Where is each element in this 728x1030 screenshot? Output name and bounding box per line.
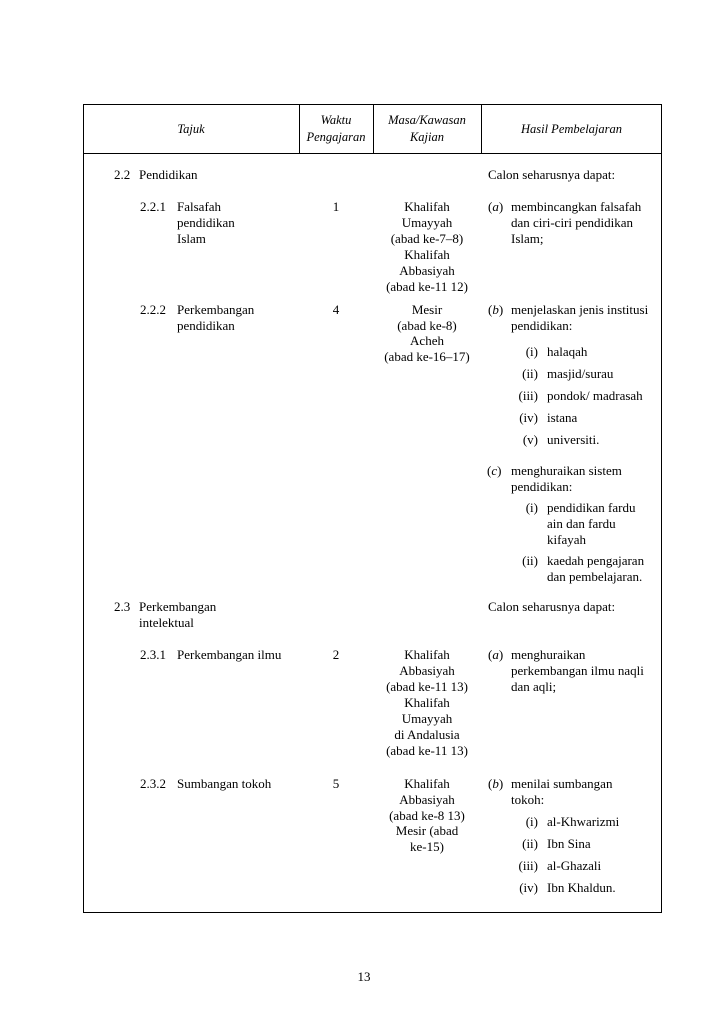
outcome-text: pendidikan: (511, 479, 573, 494)
list-item: dan pembelajaran. (547, 569, 643, 584)
list-number: (v) (522, 432, 538, 447)
list-number: (iii) (518, 388, 538, 403)
outcome-marker: (a) (488, 199, 504, 214)
section-number: 2.2 (114, 167, 131, 182)
header-masa: Masa/Kawasan (388, 113, 466, 127)
masa-line: Umayyah (401, 711, 453, 726)
masa-line: Khalifah (404, 199, 450, 214)
masa-line: Abbasiyah (399, 792, 455, 807)
list-number: (i) (525, 500, 538, 515)
list-item: halaqah (547, 344, 588, 359)
masa-line: Acheh (410, 333, 444, 348)
list-item: al-Khwarizmi (547, 814, 620, 829)
masa-line: Umayyah (401, 215, 453, 230)
outcome-text: dan ciri-ciri pendidikan (511, 215, 634, 230)
masa-line: (abad ke-11 13) (386, 679, 468, 694)
masa-line: Khalifah (404, 695, 450, 710)
list-item: pondok/ madrasah (547, 388, 643, 403)
waktu-value: 1 (332, 199, 340, 214)
masa-line: (abad ke-16–17) (384, 349, 470, 364)
list-item: universiti. (547, 432, 600, 447)
calon-statement: Calon seharusnya dapat: (488, 599, 616, 614)
list-number: (iii) (518, 858, 538, 873)
section-number: 2.3 (114, 599, 131, 614)
header-waktu: Waktu (320, 113, 352, 127)
list-number: (i) (525, 344, 538, 359)
masa-line: Khalifah (404, 247, 450, 262)
list-number: (iv) (519, 410, 538, 425)
masa-line: Mesir (411, 302, 443, 317)
header-hasil: Hasil Pembelajaran (520, 122, 623, 136)
header-divider (83, 153, 662, 154)
list-item: pendidikan fardu (547, 500, 636, 515)
subsection-tajuk: Sumbangan tokoh (177, 776, 272, 791)
masa-line: (abad ke-11 12) (386, 279, 468, 294)
masa-line: (abad ke-8) (397, 318, 457, 333)
outcome-text: dan aqli; (511, 679, 557, 694)
outcome-text: tokoh: (511, 792, 545, 807)
subsection-tajuk: pendidikan (177, 318, 235, 333)
waktu-value: 5 (332, 776, 340, 791)
list-item: ain dan fardu (547, 516, 616, 531)
header-waktu: Pengajaran (306, 130, 366, 144)
waktu-value: 4 (332, 302, 340, 317)
section-title: intelektual (139, 615, 194, 630)
subsection-number: 2.3.2 (140, 776, 166, 791)
subsection-tajuk: Islam (177, 231, 206, 246)
outcome-text: perkembangan ilmu naqli (511, 663, 644, 678)
outcome-text: menghuraikan sistem (511, 463, 622, 478)
masa-line: (abad ke-11 13) (386, 743, 468, 758)
outcome-marker: (a) (488, 647, 504, 662)
list-item: al-Ghazali (547, 858, 602, 873)
section-title: Pendidikan (139, 167, 198, 182)
calon-statement: Calon seharusnya dapat: (488, 167, 616, 182)
outcome-marker: (c) (487, 463, 502, 478)
masa-line: Mesir (abad (395, 823, 459, 838)
list-number: (i) (525, 814, 538, 829)
section-title: Perkembangan (139, 599, 217, 614)
masa-line: Abbasiyah (399, 663, 455, 678)
list-item: masjid/surau (547, 366, 614, 381)
outcome-marker: (b) (488, 776, 504, 791)
masa-line: Khalifah (404, 647, 450, 662)
subsection-tajuk: Perkembangan (177, 302, 255, 317)
masa-line: (abad ke-7–8) (390, 231, 464, 246)
waktu-value: 2 (332, 647, 340, 662)
outcome-marker: (b) (488, 302, 504, 317)
masa-line: Khalifah (404, 776, 450, 791)
masa-line: ke-15) (410, 839, 444, 854)
outcome-text: menilai sumbangan (511, 776, 613, 791)
masa-line: di Andalusia (394, 727, 460, 742)
outcome-text: membincangkan falsafah (511, 199, 642, 214)
subsection-tajuk: Perkembangan ilmu (177, 647, 282, 662)
list-number: (ii) (522, 836, 538, 851)
list-number: (ii) (522, 366, 538, 381)
masa-line: Abbasiyah (399, 263, 455, 278)
subsection-number: 2.2.1 (140, 199, 166, 214)
outcome-text: menjelaskan jenis institusi (511, 302, 649, 317)
outcome-text: Islam; (511, 231, 544, 246)
subsection-tajuk: pendidikan (177, 215, 235, 230)
page-number: 13 (357, 969, 371, 984)
subsection-number: 2.3.1 (140, 647, 166, 662)
list-item: Ibn Sina (547, 836, 591, 851)
outcome-text: menghuraikan (511, 647, 586, 662)
subsection-tajuk: Falsafah (177, 199, 222, 214)
masa-line: (abad ke-8 13) (389, 808, 465, 823)
list-item: kifayah (547, 532, 586, 547)
header-masa: Kajian (409, 130, 445, 144)
header-tajuk: Tajuk (177, 122, 205, 136)
list-number: (ii) (522, 553, 538, 568)
subsection-number: 2.2.2 (140, 302, 166, 317)
outcome-text: pendidikan: (511, 318, 573, 333)
list-item: kaedah pengajaran (547, 553, 645, 568)
list-item: istana (547, 410, 578, 425)
list-number: (iv) (519, 880, 538, 895)
list-item: Ibn Khaldun. (547, 880, 616, 895)
